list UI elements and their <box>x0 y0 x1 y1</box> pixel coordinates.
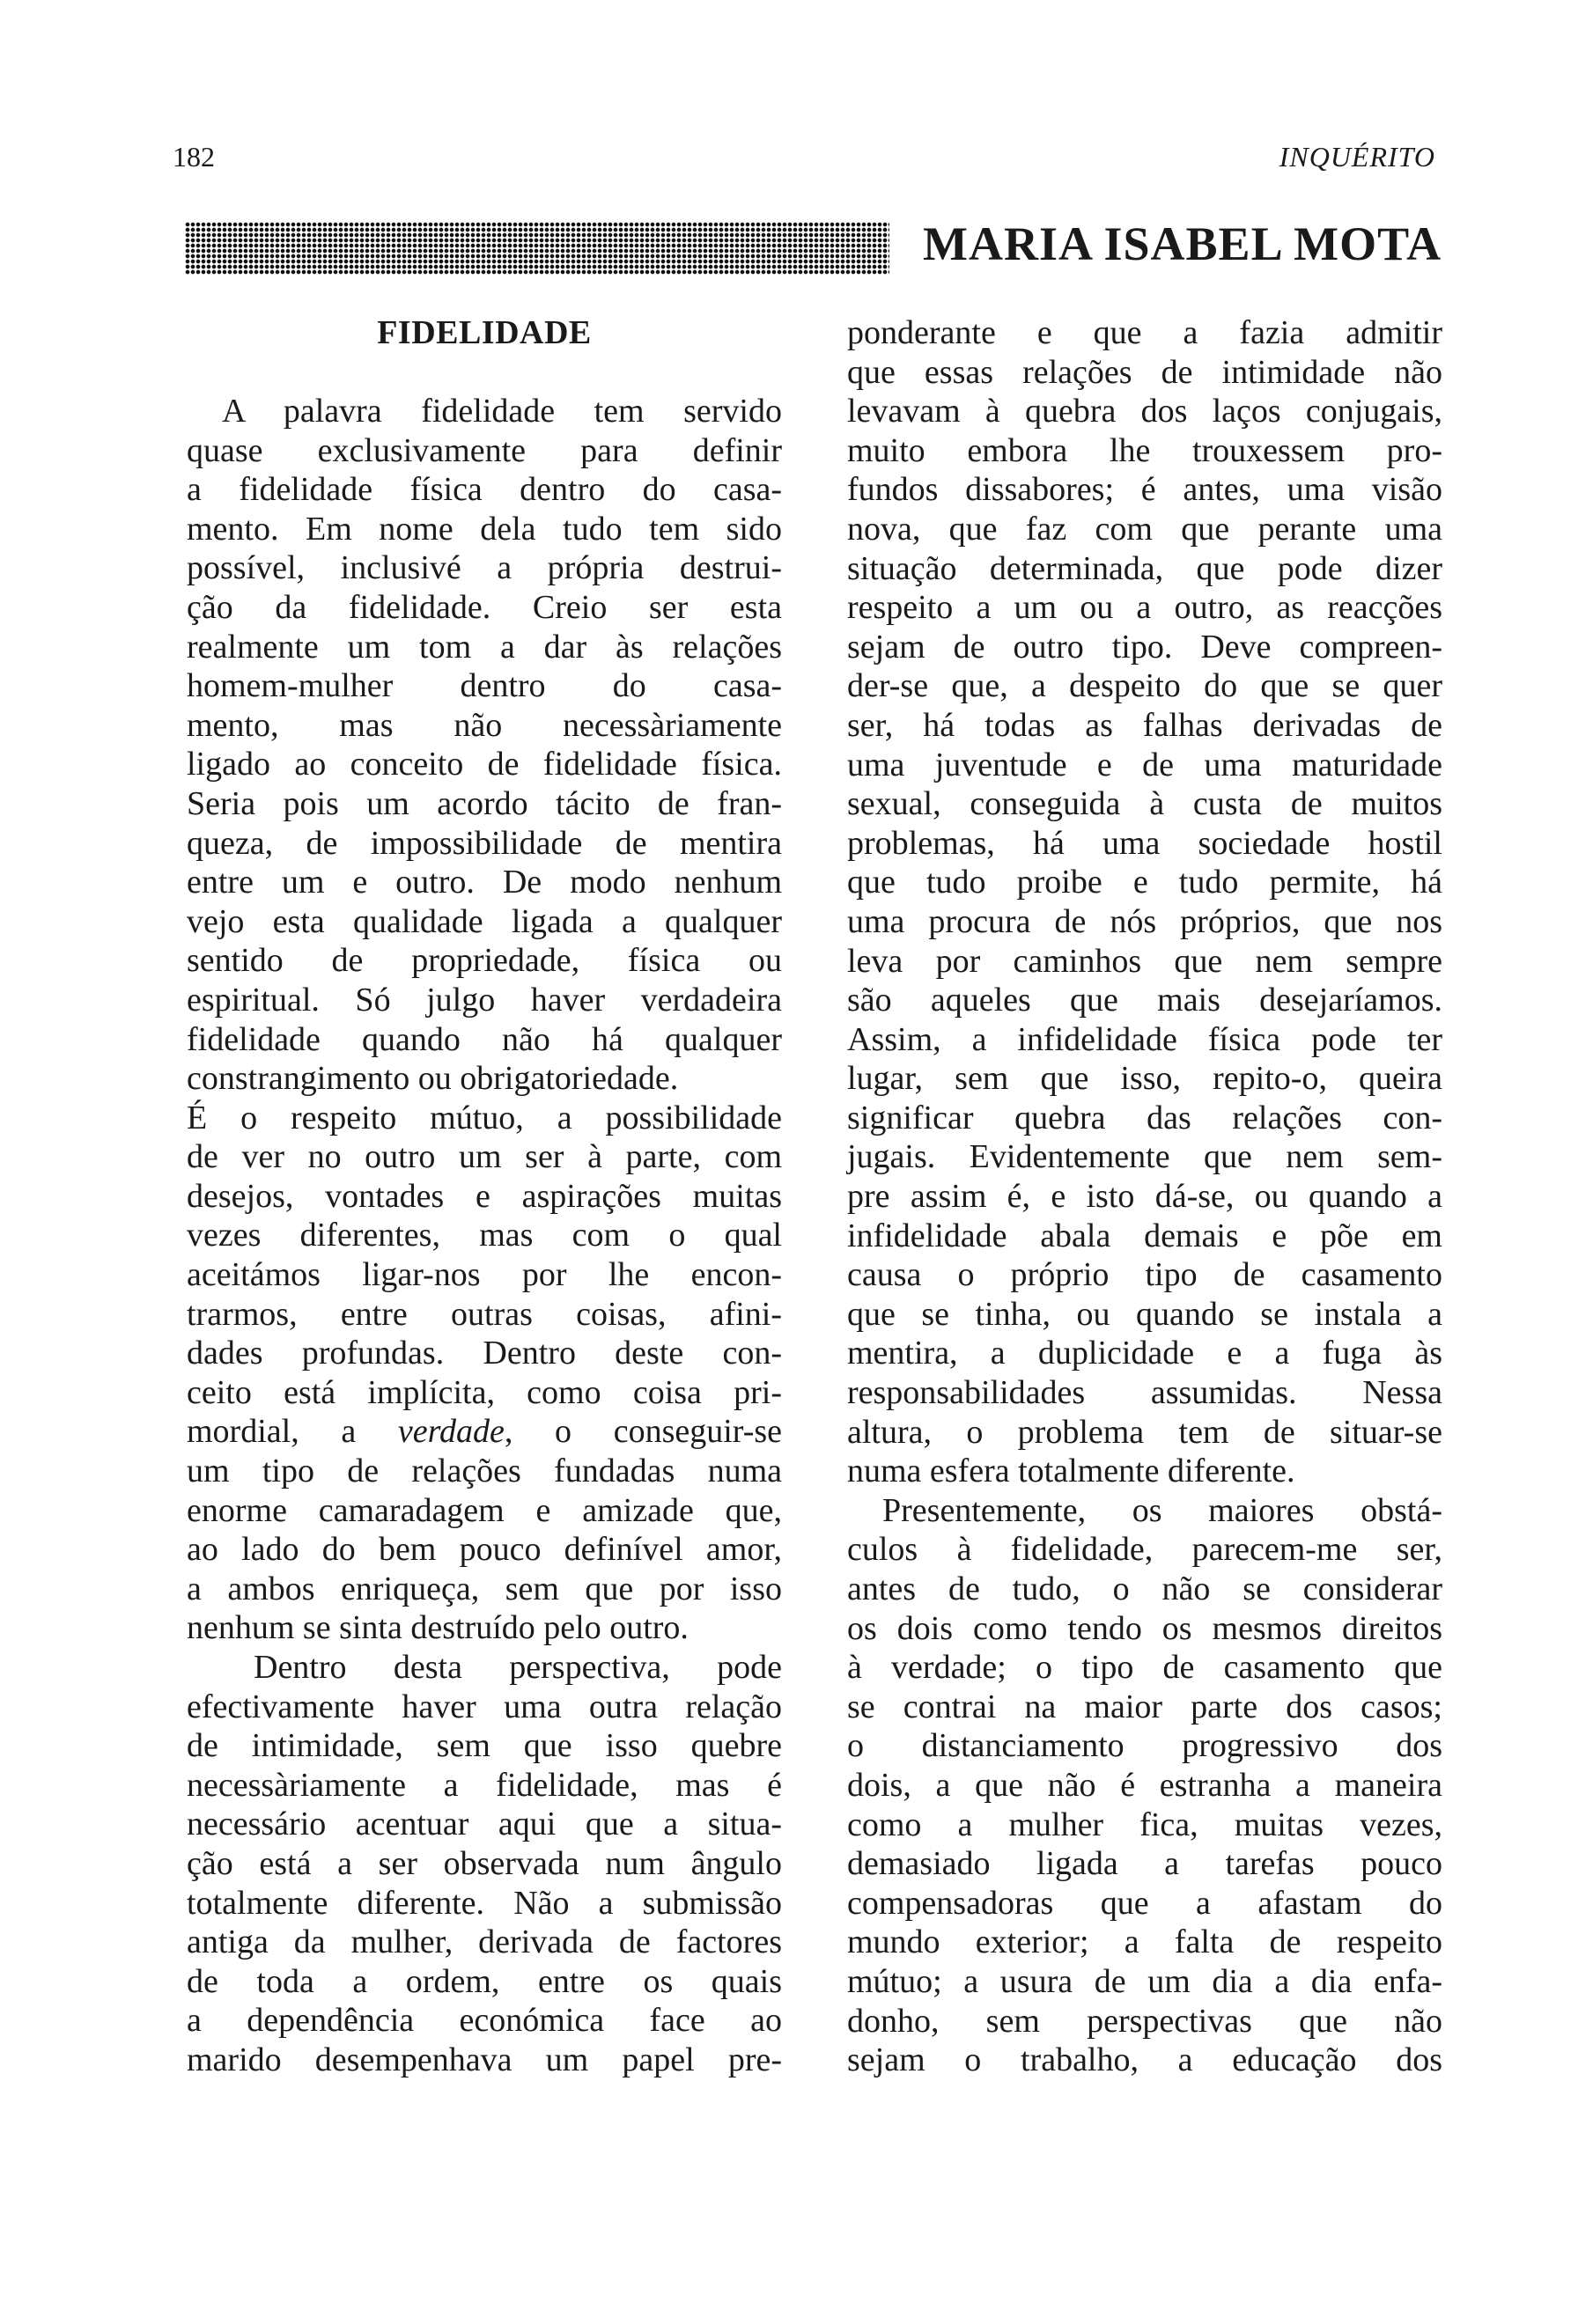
text-line: espiritual. Só julgo haver verdadeira <box>187 981 782 1019</box>
right-column-text <box>847 313 1442 2080</box>
text-line: mento, mas não necessàriamente <box>187 706 782 744</box>
text-line: constrangimento ou obrigatoriedade. <box>187 1060 679 1098</box>
text-line: de toda a ordem, entre os quais <box>187 1962 782 2000</box>
text-line: infidelidade abala demais e põe em <box>847 1217 1442 1254</box>
text-line: culos à fidelidade, parecem-me ser, <box>847 1531 1442 1569</box>
text-line: lugar, sem que isso, repito-o, queira <box>847 1060 1442 1098</box>
text-line: à verdade; o tipo de casamento que <box>847 1649 1442 1687</box>
text-line: totalmente diferente. Não a submissão <box>187 1884 782 1922</box>
text-line: Presentemente, os maiores obstá- <box>882 1491 1442 1529</box>
text-line: mútuo; a usura de um dia a dia enfa- <box>847 1962 1442 2000</box>
section-title: FIDELIDADE <box>377 314 592 351</box>
text-line: ceito está implícita, como coisa pri- <box>187 1373 782 1411</box>
text-line: um tipo de relações fundadas numa <box>187 1452 782 1490</box>
running-head: INQUÉRITO <box>1279 141 1435 173</box>
text-line: responsabilidades assumidas. Nessa <box>847 1374 1442 1412</box>
text-line: ao lado do bem pouco definível amor, <box>187 1531 782 1569</box>
text-line: ção da fidelidade. Creio ser esta <box>187 588 782 626</box>
text-line: numa esfera totalmente diferente. <box>847 1452 1295 1490</box>
text-line: leva por caminhos que nem sempre <box>847 942 1442 980</box>
text-line: trarmos, entre outras coisas, afini- <box>187 1295 782 1333</box>
text-line: ligado ao conceito de fidelidade física. <box>187 746 782 783</box>
text-line: o distanciamento progressivo dos <box>847 1727 1442 1765</box>
text-line: sejam o trabalho, a educação dos <box>847 2041 1442 2079</box>
text-line: nova, que faz com que perante uma <box>847 510 1442 548</box>
text-line: são aqueles que mais desejaríamos. <box>847 982 1442 1019</box>
text-line: situação determinada, que pode dizer <box>847 549 1442 587</box>
text-line: antes de tudo, o não se considerar <box>847 1570 1442 1607</box>
text-line: donho, sem perspectivas que não <box>847 2002 1442 2040</box>
text-line: a ambos enriqueça, sem que por isso <box>187 1570 782 1607</box>
text-line: mundo exterior; a falta de respeito <box>847 1923 1442 1961</box>
text-line: que essas relações de intimidade não <box>847 353 1442 391</box>
text-line: sentido de propriedade, física ou <box>187 942 782 980</box>
text-line: ção está a ser observada num ângulo <box>187 1844 782 1882</box>
text-line: compensadoras que a afastam do <box>847 1884 1442 1922</box>
text-line: A palavra fidelidade tem servido <box>222 393 782 430</box>
text-line: jugais. Evidentemente que nem sem- <box>847 1138 1442 1176</box>
page-number: 182 <box>173 141 215 173</box>
text-line: homem-mulher dentro do casa- <box>187 667 782 705</box>
text-line: muito embora lhe trouxessem pro- <box>847 431 1442 469</box>
text-line: Seria pois um acordo tácito de fran- <box>187 784 782 822</box>
text-line: de ver no outro um ser à parte, com <box>187 1138 782 1176</box>
text-line: que tudo proibe e tudo permite, há <box>847 864 1442 901</box>
text-line: a fidelidade física dentro do casa- <box>187 471 782 509</box>
text-line: nenhum se sinta destruído pelo outro. <box>187 1609 689 1647</box>
text-line: aceitámos ligar-nos por lhe encon- <box>187 1256 782 1294</box>
text-line: entre um e outro. De modo nenhum <box>187 864 782 901</box>
text-line: realmente um tom a dar às relações <box>187 628 782 666</box>
text-line: sejam de outro tipo. Deve compreen- <box>847 628 1442 666</box>
text-line: necessário acentuar aqui que a situa- <box>187 1806 782 1843</box>
text-line: sexual, conseguida à custa de muitos <box>847 785 1442 823</box>
text-line: levavam à quebra dos laços conjugais, <box>847 393 1442 430</box>
text-line: vejo esta qualidade ligada a qualquer <box>187 902 782 940</box>
text-line: dades profundas. Dentro deste con- <box>187 1335 782 1372</box>
text-line: respeito a um ou a outro, as reacções <box>847 589 1442 627</box>
text-line: se contrai na maior parte dos casos; <box>847 1688 1442 1725</box>
text-line: fundos dissabores; é antes, uma visão <box>847 471 1442 509</box>
text-line: quase exclusivamente para definir <box>187 431 782 469</box>
text-line: pre assim é, e isto dá-se, ou quando a <box>847 1178 1442 1216</box>
text-line: desejos, vontades e aspirações muitas <box>187 1177 782 1215</box>
text-line: Dentro desta perspectiva, pode <box>254 1649 782 1686</box>
text-line: uma juventude e de uma maturidade <box>847 746 1442 783</box>
text-line: Assim, a infidelidade física pode ter <box>847 1020 1442 1058</box>
text-line: mordial, a verdade, o conseguir-se <box>187 1413 783 1451</box>
text-line: ponderante e que a fazia admitir <box>847 314 1442 351</box>
text-line: antiga da mulher, derivada de factores <box>187 1923 782 1961</box>
text-line: de intimidade, sem que isso quebre <box>187 1727 782 1765</box>
author-name: MARIA ISABEL MOTA <box>923 217 1442 270</box>
text-line: possível, inclusivé a própria destrui- <box>187 549 782 587</box>
text-line: causa o próprio tipo de casamento <box>847 1256 1442 1294</box>
left-column-text <box>187 392 782 2080</box>
text-line: que se tinha, ou quando se instala a <box>847 1295 1442 1333</box>
text-line: os dois como tendo os mesmos direitos <box>847 1609 1442 1647</box>
text-line: queza, de impossibilidade de mentira <box>187 824 782 862</box>
text-line: fidelidade quando não há qualquer <box>187 1020 782 1058</box>
text-line: significar quebra das relações con- <box>847 1099 1442 1136</box>
text-line: É o respeito mútuo, a possibilidade <box>187 1099 782 1136</box>
text-line: mento. Em nome dela tudo tem sido <box>187 510 782 548</box>
text-line: mentira, a duplicidade e a fuga às <box>847 1335 1442 1372</box>
text-line: altura, o problema tem de situar-se <box>847 1413 1442 1451</box>
text-line: como a mulher fica, muitas vezes, <box>847 1806 1442 1843</box>
text-line: dois, a que não é estranha a maneira <box>847 1766 1442 1804</box>
text-line: ser, há todas as falhas derivadas de <box>847 706 1442 744</box>
text-line: vezes diferentes, mas com o qual <box>187 1217 782 1254</box>
text-line: demasiado ligada a tarefas pouco <box>847 1845 1442 1883</box>
left-column <box>187 313 782 2080</box>
text-line: uma procura de nós próprios, que nos <box>847 902 1442 940</box>
text-line: a dependência económica face ao <box>187 2002 782 2040</box>
right-column <box>847 313 1442 2080</box>
text-line: marido desempenhava um papel pre- <box>187 2041 782 2078</box>
decorative-pattern-bar <box>185 222 889 275</box>
text-line: efectivamente haver uma outra relação <box>187 1688 782 1725</box>
text-line: der-se que, a despeito do que se quer <box>847 667 1442 705</box>
text-line: problemas, há uma sociedade hostil <box>847 824 1442 862</box>
text-line: enorme camaradagem e amizade que, <box>187 1491 782 1529</box>
text-line: necessàriamente a fidelidade, mas é <box>187 1766 782 1804</box>
